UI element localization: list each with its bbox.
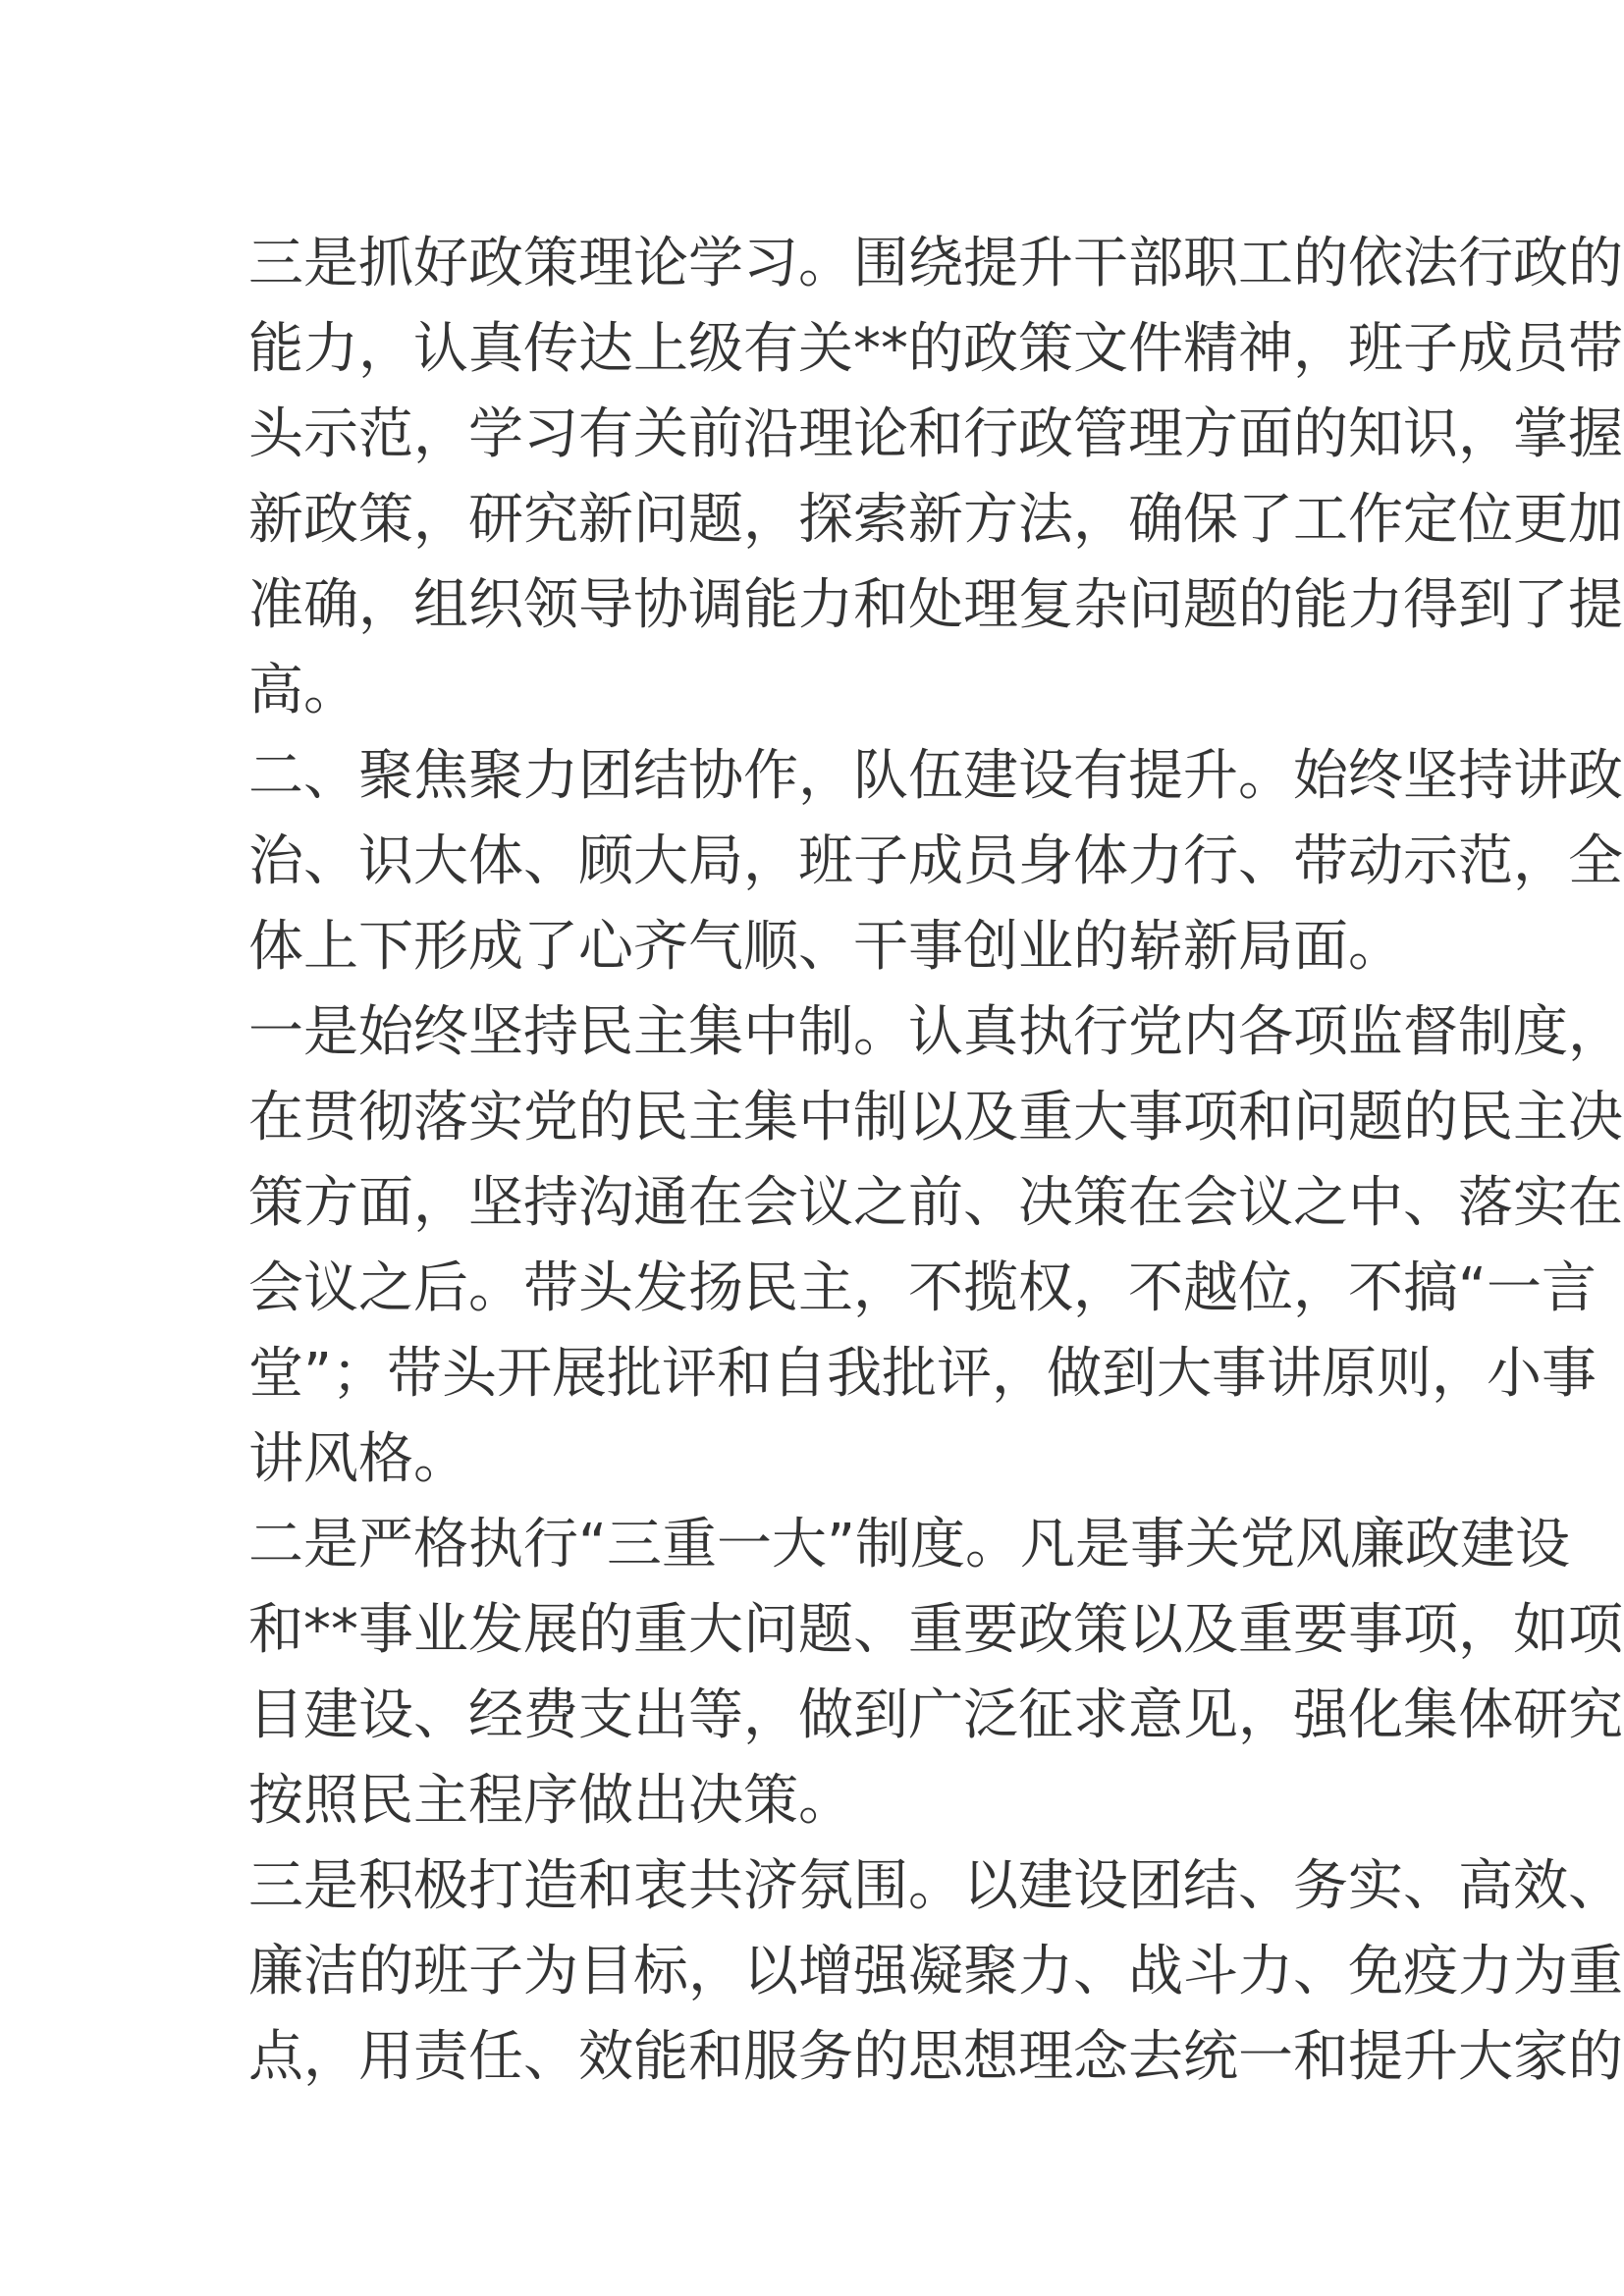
paragraph: [248, 221, 1623, 733]
document-body: [248, 221, 1623, 2100]
text-line: 在贯彻落实党的民主集中制以及重大事项和问题的民主决: [248, 1086, 1623, 1149]
text-line: 点，用责任、效能和服务的思想理念去统一和提升大家的: [248, 2025, 1623, 2089]
paragraph: [248, 1502, 1623, 1843]
text-line: 能力，认真传达上级有关**的政策文件精神，班子成员带: [248, 317, 1623, 381]
paragraph: [248, 989, 1623, 1502]
text-line: 廉洁的班子为目标，以增强凝聚力、战斗力、免疫力为重: [248, 1940, 1623, 2003]
text-line: 堂”；带头开展批评和自我批评，做到大事讲原则，小事: [248, 1342, 1597, 1406]
text-line: 高。: [248, 659, 358, 722]
text-line: 一是始终坚持民主集中制。认真执行党内各项监督制度，: [248, 1000, 1623, 1064]
text-line: 准确，组织领导协调能力和处理复杂问题的能力得到了提: [248, 573, 1623, 637]
text-line: 新政策，研究新问题，探索新方法，确保了工作定位更加: [248, 488, 1623, 552]
text-line: 策方面，坚持沟通在会议之前、决策在会议之中、落实在: [248, 1171, 1623, 1235]
text-line: 按照民主程序做出决策。: [248, 1769, 853, 1833]
paragraph: [248, 1843, 1623, 2100]
text-line: 目建设、经费支出等，做到广泛征求意见，强化集体研究: [248, 1683, 1623, 1747]
text-line: 体上下形成了心齐气顺、干事创业的崭新局面。: [248, 915, 1403, 979]
text-line: 和**事业发展的重大问题、重要政策以及重要事项，如项: [248, 1598, 1623, 1662]
text-line: 会议之后。带头发扬民主，不揽权，不越位，不搞“一言: [248, 1256, 1597, 1320]
paragraph: [248, 733, 1623, 989]
text-line: 三是抓好政策理论学习。围绕提升干部职工的依法行政的: [248, 232, 1623, 295]
text-line: 头示范，学习有关前沿理论和行政管理方面的知识，掌握: [248, 402, 1623, 466]
text-line: 三是积极打造和衷共济氛围。以建设团结、务实、高效、: [248, 1854, 1623, 1918]
text-line: 讲风格。: [248, 1427, 468, 1491]
text-line: 二是严格执行“三重一大”制度。凡是事关党风廉政建设: [248, 1513, 1571, 1576]
text-line: 治、识大体、顾大局，班子成员身体力行、带动示范，全: [248, 829, 1623, 893]
text-line: 二、聚焦聚力团结协作，队伍建设有提升。始终坚持讲政: [248, 744, 1623, 808]
